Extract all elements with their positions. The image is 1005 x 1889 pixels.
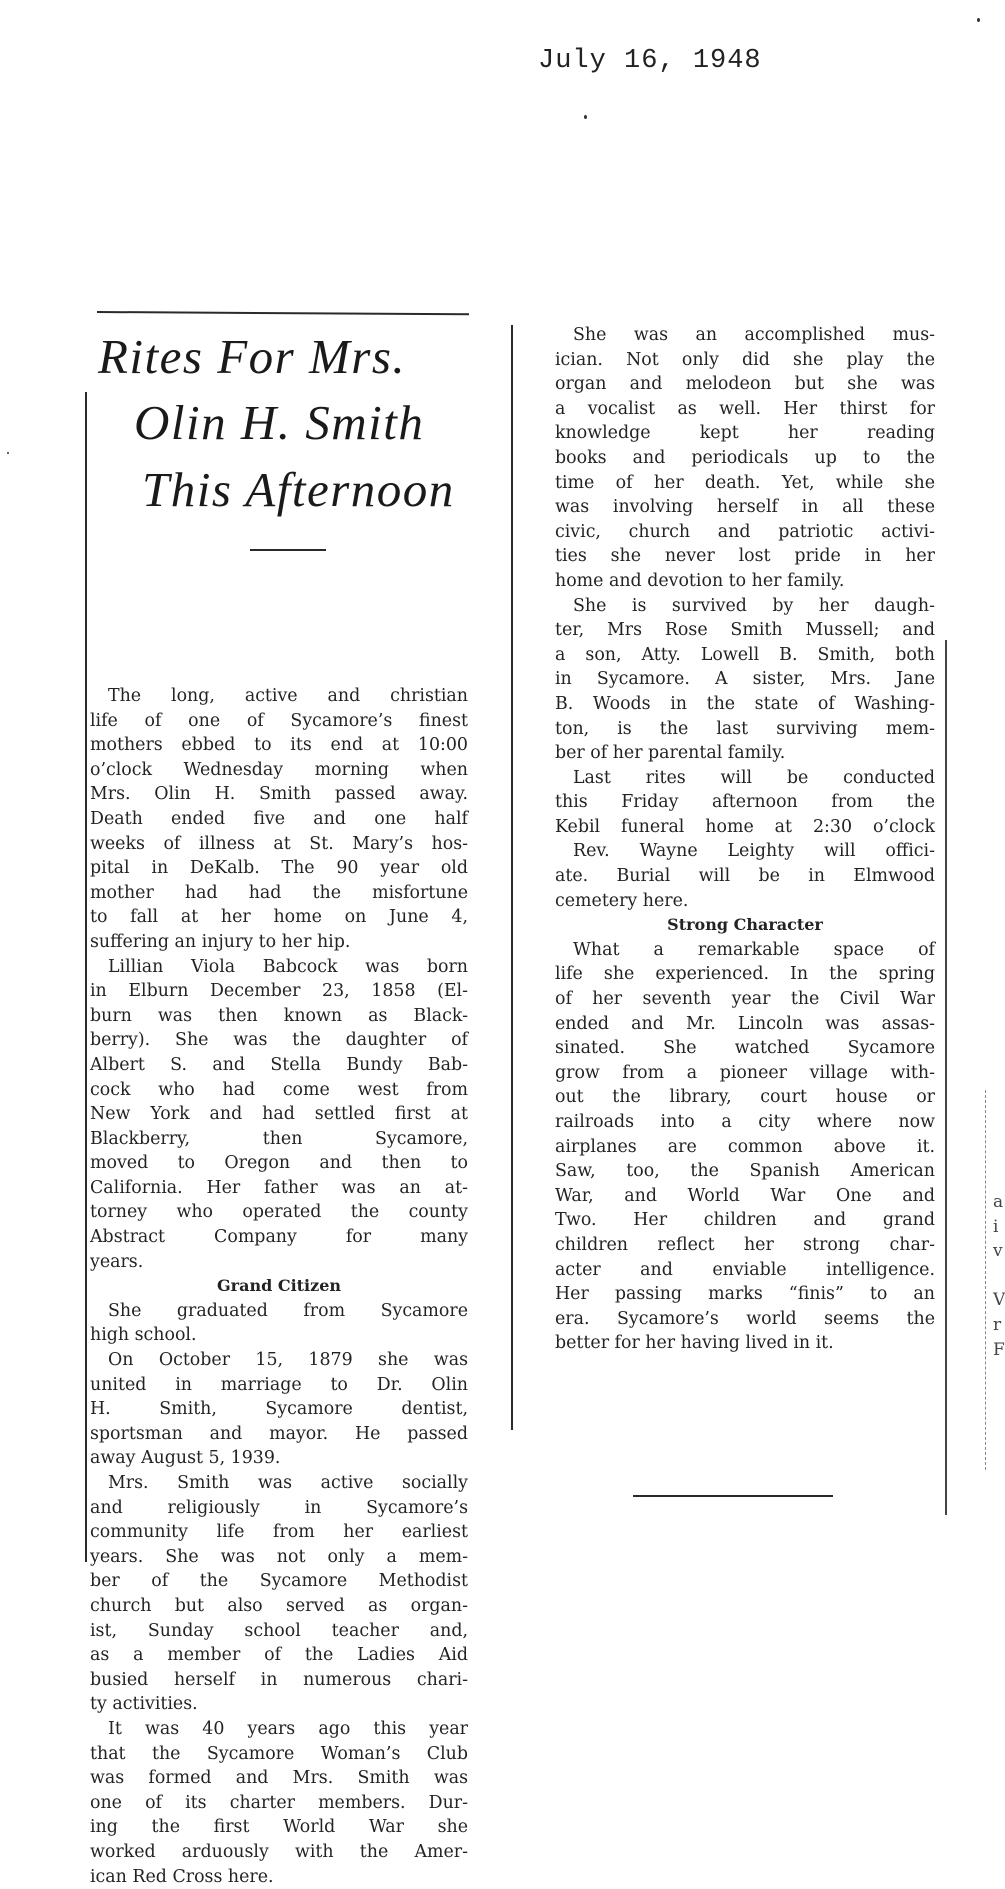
text-line: acter and enviable intelligence. bbox=[555, 1258, 935, 1283]
text-line: life she experienced. In the spring bbox=[555, 962, 935, 987]
text-line: Death ended five and one half bbox=[90, 807, 468, 832]
text-line: that the Sycamore Woman’s Club bbox=[90, 1742, 468, 1767]
text-line: burn was then known as Black- bbox=[90, 1004, 468, 1029]
text-line: Albert S. and Stella Bundy Bab- bbox=[90, 1053, 468, 1078]
text-line: years. She was not only a mem- bbox=[90, 1545, 468, 1570]
text-line: children reflect her strong char- bbox=[555, 1233, 935, 1258]
fragment-glyph: V bbox=[993, 1288, 1005, 1313]
text-line: better for her having lived in it. bbox=[555, 1331, 935, 1356]
text-line: and religiously in Sycamore’s bbox=[90, 1496, 468, 1521]
text-line: a vocalist as well. Her thirst for bbox=[555, 397, 935, 422]
text-line: Mrs. Smith was active socially bbox=[90, 1471, 468, 1496]
text-line: California. Her father was an at- bbox=[90, 1176, 468, 1201]
right-column-border bbox=[945, 640, 947, 1515]
headline-line-1: Rites For Mrs. bbox=[98, 332, 406, 381]
text-line: away August 5, 1939. bbox=[90, 1446, 468, 1471]
text-line: It was 40 years ago this year bbox=[90, 1717, 468, 1742]
text-line: worked arduously with the Amer- bbox=[90, 1840, 468, 1865]
headline-top-rule bbox=[97, 311, 469, 315]
fragment-glyph: a bbox=[993, 1190, 1005, 1215]
text-line: New York and had settled first at bbox=[90, 1102, 468, 1127]
text-line: War, and World War One and bbox=[555, 1184, 935, 1209]
text-line: Mrs. Olin H. Smith passed away. bbox=[90, 782, 468, 807]
text-line: ties she never lost pride in her bbox=[555, 544, 935, 569]
text-line: airplanes are common above it. bbox=[555, 1135, 935, 1160]
text-line: ended and Mr. Lincoln was assas- bbox=[555, 1012, 935, 1037]
text-line: B. Woods in the state of Washing- bbox=[555, 692, 935, 717]
text-line: in Sycamore. A sister, Mrs. Jane bbox=[555, 667, 935, 692]
text-line: time of her death. Yet, while she bbox=[555, 471, 935, 496]
fragment-glyph: r bbox=[993, 1313, 1005, 1338]
clipping-date: July 16, 1948 bbox=[538, 46, 762, 76]
text-line: moved to Oregon and then to bbox=[90, 1151, 468, 1176]
text-line: railroads into a city where now bbox=[555, 1110, 935, 1135]
text-line: What a remarkable space of bbox=[555, 938, 935, 963]
text-line: Lillian Viola Babcock was born bbox=[90, 955, 468, 980]
section-subhead: Strong Character bbox=[555, 913, 935, 938]
text-line: books and periodicals up to the bbox=[555, 446, 935, 471]
text-line: She was an accomplished mus- bbox=[555, 323, 935, 348]
text-line: this Friday afternoon from the bbox=[555, 790, 935, 815]
text-line: cemetery here. bbox=[555, 889, 935, 914]
text-line: sportsman and mayor. He passed bbox=[90, 1422, 468, 1447]
text-line: a son, Atty. Lowell B. Smith, both bbox=[555, 643, 935, 668]
headline-separator bbox=[250, 549, 326, 551]
text-line: Rev. Wayne Leighty will offici- bbox=[555, 839, 935, 864]
text-line: torney who operated the county bbox=[90, 1200, 468, 1225]
text-line: organ and melodeon but she was bbox=[555, 372, 935, 397]
article-left-column bbox=[90, 684, 468, 1889]
text-line: grow from a pioneer village with- bbox=[555, 1061, 935, 1086]
text-line: home and devotion to her family. bbox=[555, 569, 935, 594]
text-line: Abstract Company for many bbox=[90, 1225, 468, 1250]
scan-speck bbox=[977, 18, 980, 22]
text-line: church but also served as organ- bbox=[90, 1594, 468, 1619]
text-line: of her seventh year the Civil War bbox=[555, 987, 935, 1012]
text-line: Her passing marks “finis” to an bbox=[555, 1282, 935, 1307]
text-line: suffering an injury to her hip. bbox=[90, 930, 468, 955]
text-line: H. Smith, Sycamore dentist, bbox=[90, 1397, 468, 1422]
headline-line-2: Olin H. Smith bbox=[134, 398, 424, 447]
text-line: On October 15, 1879 she was bbox=[90, 1348, 468, 1373]
text-line: busied herself in numerous chari- bbox=[90, 1668, 468, 1693]
neighbor-clipping-fragments bbox=[993, 1190, 1005, 1362]
fragment-glyph: v bbox=[993, 1239, 1005, 1264]
article-right-column bbox=[555, 323, 935, 1356]
text-line: The long, active and christian bbox=[90, 684, 468, 709]
fragment-glyph: F bbox=[993, 1338, 1005, 1363]
text-line: ate. Burial will be in Elmwood bbox=[555, 864, 935, 889]
text-line: ber of her parental family. bbox=[555, 741, 935, 766]
text-line: Two. Her children and grand bbox=[555, 1208, 935, 1233]
text-line: ter, Mrs Rose Smith Mussell; and bbox=[555, 618, 935, 643]
text-line: ton, is the last surviving mem- bbox=[555, 717, 935, 742]
text-line: high school. bbox=[90, 1323, 468, 1348]
text-line: Saw, too, the Spanish American bbox=[555, 1159, 935, 1184]
text-line: Blackberry, then Sycamore, bbox=[90, 1127, 468, 1152]
text-line: community life from her earliest bbox=[90, 1520, 468, 1545]
text-line: ist, Sunday school teacher and, bbox=[90, 1619, 468, 1644]
text-line: civic, church and patriotic activi- bbox=[555, 520, 935, 545]
text-line: mothers ebbed to its end at 10:00 bbox=[90, 733, 468, 758]
text-line: as a member of the Ladies Aid bbox=[90, 1643, 468, 1668]
text-line: mother had had the misfortune bbox=[90, 881, 468, 906]
text-line: ber of the Sycamore Methodist bbox=[90, 1569, 468, 1594]
left-column-border bbox=[85, 392, 87, 1562]
text-line: was formed and Mrs. Smith was bbox=[90, 1766, 468, 1791]
headline-line-3: This Afternoon bbox=[142, 465, 455, 514]
text-line: Last rites will be conducted bbox=[555, 766, 935, 791]
fragment-glyph bbox=[993, 1264, 1005, 1289]
text-line: Kebil funeral home at 2:30 o’clock bbox=[555, 815, 935, 840]
text-line: ican Red Cross here. bbox=[90, 1865, 468, 1889]
text-line: knowledge kept her reading bbox=[555, 421, 935, 446]
text-line: life of one of Sycamore’s finest bbox=[90, 709, 468, 734]
text-line: in Elburn December 23, 1858 (El- bbox=[90, 979, 468, 1004]
text-line: out the library, court house or bbox=[555, 1085, 935, 1110]
neighbor-clipping-border bbox=[985, 1090, 986, 1470]
text-line: o’clock Wednesday morning when bbox=[90, 758, 468, 783]
text-line: ing the first World War she bbox=[90, 1815, 468, 1840]
scan-speck bbox=[7, 452, 9, 454]
text-line: to fall at her home on June 4, bbox=[90, 905, 468, 930]
text-line: She is survived by her daugh- bbox=[555, 594, 935, 619]
text-line: ty activities. bbox=[90, 1692, 468, 1717]
text-line: ician. Not only did she play the bbox=[555, 348, 935, 373]
text-line: sinated. She watched Sycamore bbox=[555, 1036, 935, 1061]
text-line: weeks of illness at St. Mary’s hos- bbox=[90, 832, 468, 857]
fragment-glyph: i bbox=[993, 1215, 1005, 1240]
text-line: years. bbox=[90, 1250, 468, 1275]
text-line: united in marriage to Dr. Olin bbox=[90, 1373, 468, 1398]
text-line: She graduated from Sycamore bbox=[90, 1299, 468, 1324]
text-line: was involving herself in all these bbox=[555, 495, 935, 520]
text-line: berry). She was the daughter of bbox=[90, 1028, 468, 1053]
section-subhead: Grand Citizen bbox=[90, 1274, 468, 1299]
article-end-rule bbox=[633, 1495, 833, 1497]
text-line: pital in DeKalb. The 90 year old bbox=[90, 856, 468, 881]
column-divider bbox=[511, 325, 513, 1430]
text-line: cock who had come west from bbox=[90, 1078, 468, 1103]
text-line: one of its charter members. Dur- bbox=[90, 1791, 468, 1816]
scan-speck bbox=[584, 115, 587, 119]
text-line: era. Sycamore’s world seems the bbox=[555, 1307, 935, 1332]
